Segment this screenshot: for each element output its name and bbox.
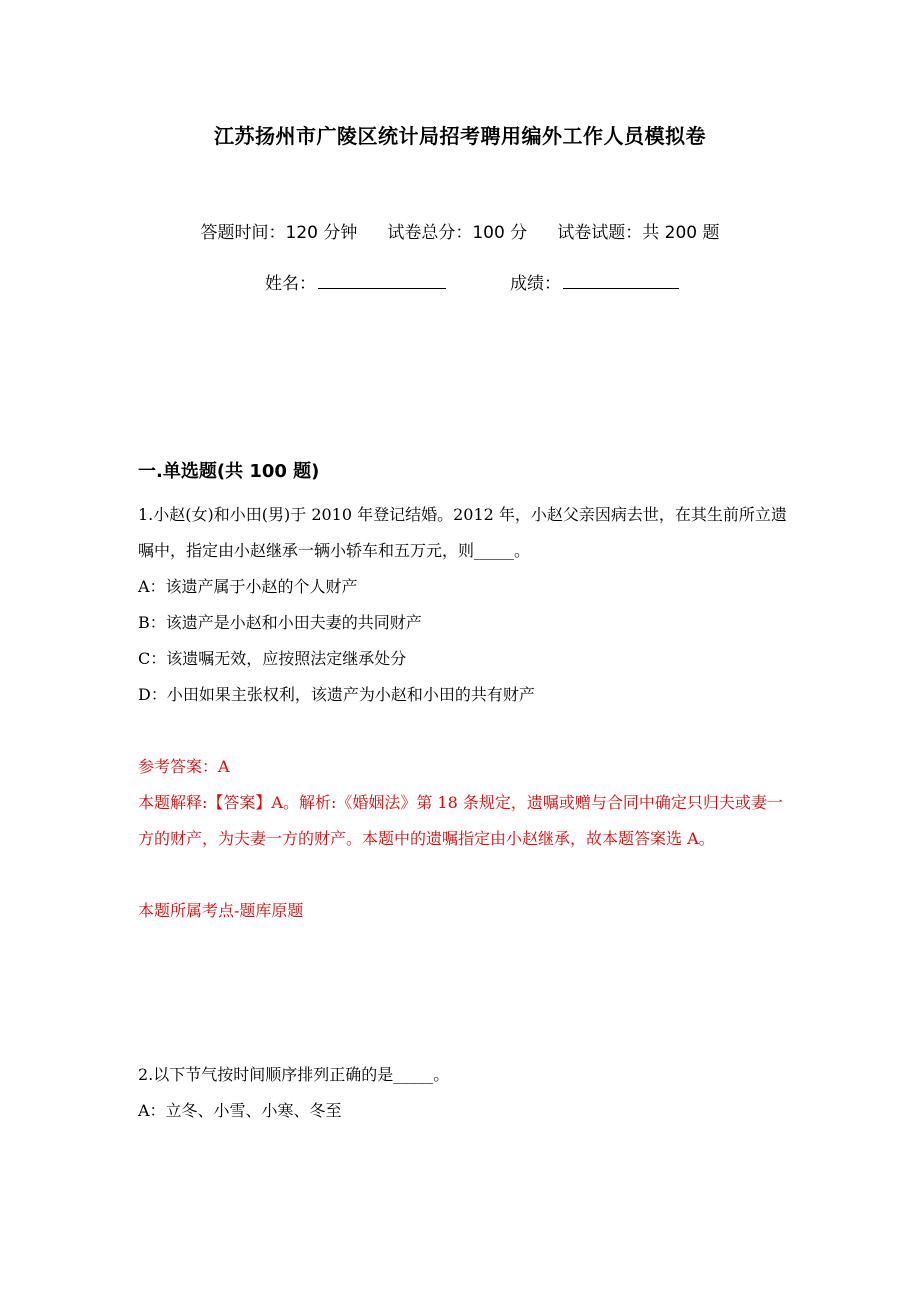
option-c: C：该遗嘱无效，应按照法定继承处分 — [138, 649, 407, 668]
option-a: A：该遗产属于小赵的个人财产 — [138, 577, 358, 596]
name-label: 姓名： — [265, 274, 316, 294]
exam-meta — [0, 220, 920, 246]
question-2 — [138, 1057, 788, 1129]
name-score-line — [265, 270, 679, 297]
answer-block — [138, 749, 788, 857]
answer-explanation: 本题解释:【答案】A。解析:《婚姻法》第 18 条规定，遗嘱或赠与合同中确定只归夫或妻一方的财产，为夫妻一方的财产。本题中的遗嘱指定由小赵继承，故本题答案选 A。 — [138, 793, 783, 848]
reference-answer: 参考答案：A — [138, 757, 230, 776]
page-title: 江苏扬州市广陵区统计局招考聘用编外工作人员模拟卷 — [214, 124, 706, 148]
exam-total-score: 试卷总分：100 分 — [387, 223, 528, 243]
question-text: 1.小赵(女)和小田(男)于 2010 年登记结婚。2012 年，小赵父亲因病去世，在其生前所立遗嘱中，指定由小赵继承一辆小轿车和五万元，则_____。 — [138, 505, 787, 560]
exam-time: 答题时间：120 分钟 — [200, 223, 358, 243]
option-a: A：立冬、小雪、小寒、冬至 — [138, 1101, 342, 1120]
exam-content — [138, 457, 788, 1129]
option-b: B：该遗产是小赵和小田夫妻的共同财产 — [138, 613, 422, 632]
question-1 — [138, 497, 788, 929]
option-d: D：小田如果主张权利，该遗产为小赵和小田的共有财产 — [138, 685, 535, 704]
score-label: 成绩： — [510, 274, 561, 294]
section-heading: 一.单选题(共 100 题) — [138, 461, 320, 482]
question-source: 本题所属考点-题库原题 — [138, 901, 304, 920]
exam-total-questions: 试卷试题：共 200 题 — [557, 223, 720, 243]
score-blank — [563, 270, 679, 289]
name-blank — [318, 270, 446, 289]
question-text: 2.以下节气按时间顺序排列正确的是_____。 — [138, 1065, 450, 1084]
